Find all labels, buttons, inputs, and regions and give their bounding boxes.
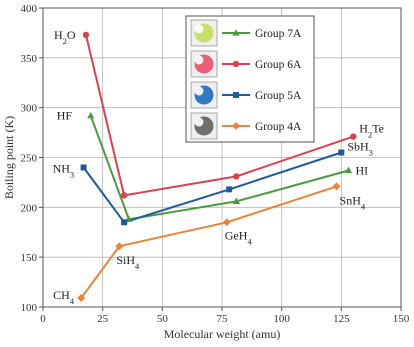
data-point-group-5a [121, 219, 127, 225]
ball-small [195, 87, 204, 96]
ball-small [195, 25, 204, 34]
legend-icon-ball-model-gray [191, 113, 217, 139]
y-tick-label: 200 [20, 202, 37, 215]
x-tick-label: 125 [333, 313, 350, 325]
y-axis-label: Boiling point (K) [2, 115, 16, 200]
point-label: $H_2O$ [53, 27, 76, 46]
data-point-group-6a [83, 32, 89, 38]
legend-icon-ball-model-pink [191, 51, 217, 77]
legend-label-group-5a: Group 5A [255, 90, 302, 102]
ball-small [195, 56, 204, 65]
legend [186, 16, 314, 142]
data-point-group-6a [121, 192, 127, 198]
y-tick-label: 350 [20, 52, 37, 65]
x-tick-label: 0 [40, 313, 46, 325]
point-label: $CH_4$ [53, 288, 75, 307]
legend-icon-ball-model-blue [191, 82, 217, 108]
point-label: HF [56, 108, 73, 123]
x-tick-label: 75 [216, 313, 228, 325]
point-label: GeH$_4$ [224, 228, 252, 247]
point-label: $NH_3$ [52, 161, 75, 180]
x-axis-label: Molecular weight (amu) [163, 327, 281, 341]
point-label: $H_2Te$ [359, 121, 385, 140]
x-tick-label: 25 [97, 313, 109, 325]
legend-label-group-7a: Group 7A [255, 28, 302, 40]
y-tick-label: 250 [20, 152, 37, 165]
x-tick-label: 150 [392, 313, 410, 325]
y-tick-label: 300 [20, 102, 37, 115]
y-tick-label: 100 [20, 302, 37, 314]
y-tick-label: 400 [20, 3, 37, 15]
legend-label-group-4a: Group 4A [255, 121, 302, 133]
legend-label-group-6a: Group 6A [255, 59, 302, 71]
legend-icon-ball-model-yellow-green [191, 20, 217, 46]
point-label: SiH$_4$ [116, 253, 140, 272]
data-point-group-6a [233, 173, 239, 179]
data-point-group-5a [226, 186, 232, 192]
data-point-group-5a [81, 164, 87, 170]
ball-small [195, 118, 204, 127]
y-tick-label: 150 [20, 252, 37, 265]
legend-marker-group-5a [233, 92, 239, 98]
legend-marker-group-6a [233, 61, 239, 67]
x-tick-label: 100 [273, 313, 290, 325]
data-point-group-5a [338, 150, 344, 156]
point-label: HI [355, 163, 369, 178]
x-tick-label: 50 [156, 313, 168, 325]
point-label: SbH$_3$ [347, 139, 373, 158]
point-label: SnH$_4$ [339, 193, 366, 212]
